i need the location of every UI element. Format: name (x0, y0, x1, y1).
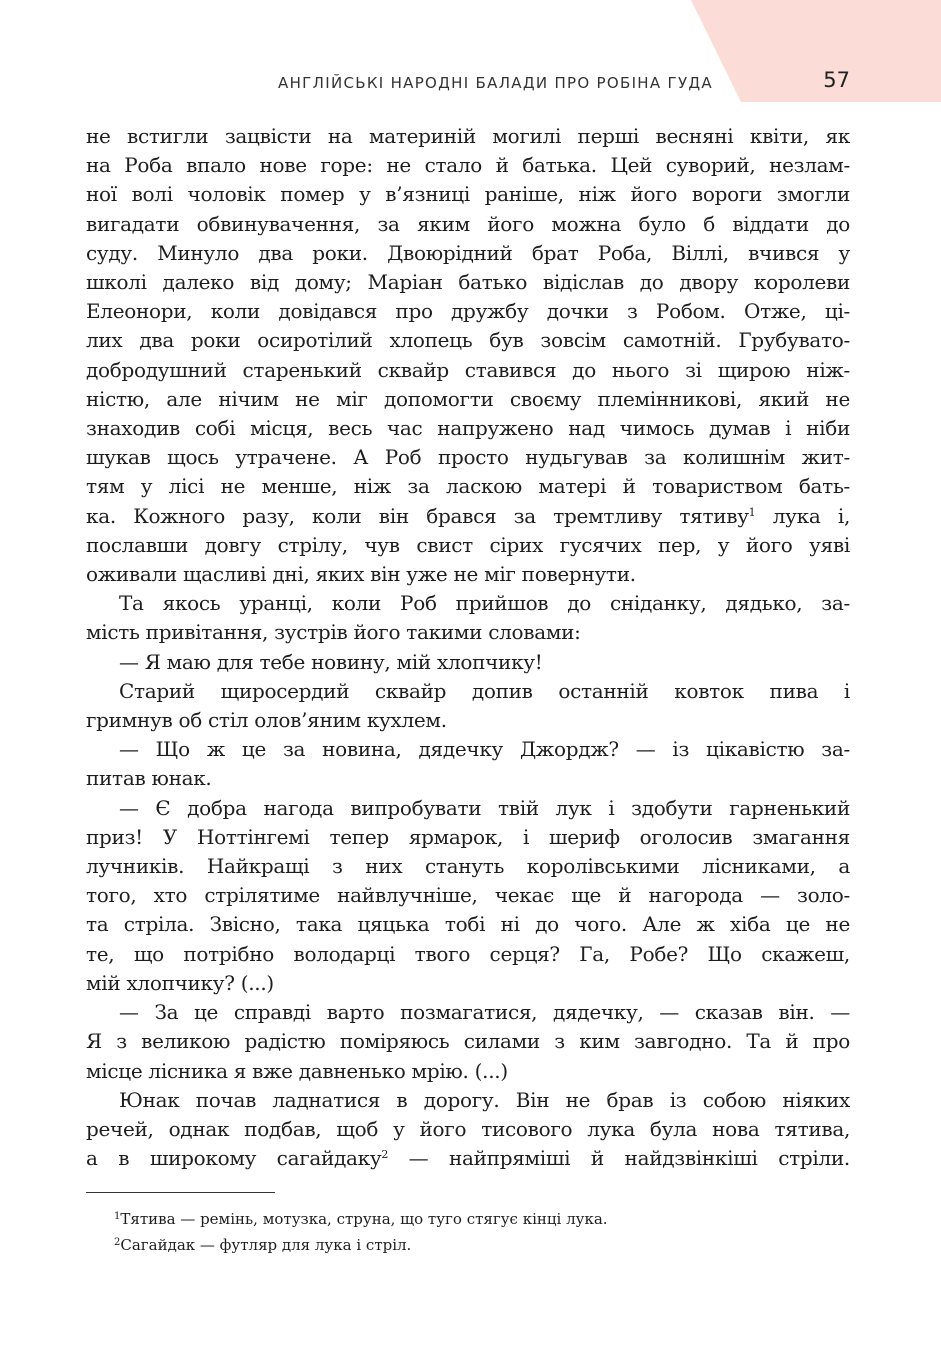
text-line (86, 210, 850, 239)
footnote (114, 1232, 854, 1258)
text-line-continuation: лука і, (755, 503, 850, 528)
text-line-content: лих два роки осиротілий хлопець був зовсім самотній. Грубувато- (86, 328, 850, 353)
text-line (86, 910, 850, 939)
text-line-continuation: — найпряміші й найдзвінкіші стріли. (388, 1146, 850, 1171)
text-line (86, 180, 850, 209)
text-line-content: школі далеко від дому; Маріан батько відіслав до двору королеви (86, 270, 850, 295)
body-text (86, 122, 850, 1173)
text-line-content: — Є добра нагода випробувати твій лук і здобути гарненький (119, 795, 850, 820)
text-line-content: речей, однак подбав, щоб у його тисового лука була нова тятива, (86, 1116, 850, 1141)
text-line (86, 1086, 850, 1115)
text-line-content: того, хто стрілятиме найвлучніше, чекає ще й нагорода — золо- (86, 883, 850, 908)
text-line (86, 764, 850, 793)
footnote-text: Тятива — ремінь, мотузка, струна, що туго стягує кінці лука. (120, 1210, 608, 1228)
text-line-content: мість привітання, зустрів його такими словами: (86, 620, 581, 645)
footnote-mark: 2 (114, 1237, 121, 1248)
text-line-content: суду. Минуло два роки. Двоюрідний брат Роба, Віллі, вчився у (86, 240, 850, 265)
text-line-content: шукав щось утрачене. А Роб просто нудьгував за колишнім жит- (86, 445, 850, 470)
text-line (86, 385, 850, 414)
footnote-separator (86, 1192, 275, 1193)
text-line (86, 1144, 850, 1173)
text-line (86, 122, 850, 151)
footnote-mark: 1 (114, 1211, 121, 1222)
text-line (86, 589, 850, 618)
text-line-content: гримнув об стіл олов’яним кухлем. (86, 708, 447, 733)
text-line-content: те, що потрібно володарці твого серця? Га, Робе? Що скажеш, (86, 941, 850, 966)
text-line-content: оживали щасливі дні, яких він уже не міг повернути. (86, 562, 636, 587)
text-line (86, 268, 850, 297)
text-line-content: Юнак почав ладнатися в дорогу. Він не брав із собою ніяких (119, 1087, 850, 1112)
text-line (86, 414, 850, 443)
text-line (86, 998, 850, 1027)
text-line (86, 1027, 850, 1056)
text-line (86, 472, 850, 501)
text-line-content: Елеонори, коли довідався про дружбу дочки з Робом. Отже, ці- (86, 299, 850, 324)
footnote-reference: 1 (748, 505, 756, 519)
text-line-content: місце лісника я вже давненько мрію. (...) (86, 1058, 508, 1083)
text-line-content: Я з великою радістю поміряюсь силами з ким завгодно. Та й про (86, 1029, 850, 1054)
text-line (86, 151, 850, 180)
text-line-content: на Роба впало нове горе: не стало й батька. Цей суворий, незлам- (86, 153, 850, 178)
page-number: 57 (823, 68, 850, 92)
text-line (86, 823, 850, 852)
text-line-content: добродушний старенький сквайр ставився до нього зі щирою ніж- (86, 357, 850, 382)
footnote-reference: 2 (381, 1148, 389, 1162)
footnotes (114, 1206, 854, 1258)
text-line (86, 881, 850, 910)
text-line-content: вигадати обвинувачення, за яким його можна було б віддати до (86, 211, 850, 236)
text-line-content: знаходив собі місця, весь час напружено над чимось думав і ніби (86, 416, 850, 441)
text-line (86, 239, 850, 268)
text-line-content: Та якось уранці, коли Роб прийшов до сніданку, дядько, за- (119, 591, 850, 616)
footnote-text: Сагайдак — футляр для лука і стріл. (120, 1236, 412, 1254)
text-line (86, 531, 850, 560)
text-line-content: — Що ж це за новина, дядечку Джордж? — із цікавістю за- (119, 737, 850, 762)
text-line (86, 969, 850, 998)
text-line (86, 648, 850, 677)
footnote (114, 1206, 854, 1232)
text-line (86, 852, 850, 881)
running-title: АНГЛІЙСЬКІ НАРОДНІ БАЛАДИ ПРО РОБІНА ГУДА (278, 74, 713, 92)
text-line (86, 1057, 850, 1086)
text-line-content: приз! У Ноттінгемі тепер ярмарок, і шериф оголосив змагання (86, 824, 850, 849)
text-line-content: питав юнак. (86, 766, 212, 791)
text-line-content: лучників. Найкращі з них стануть королівськими лісниками, а (86, 854, 850, 879)
text-line-content: ністю, але нічим не міг допомогти своєму племінникові, який не (86, 386, 850, 411)
text-line-content: мій хлопчику? (...) (86, 970, 274, 995)
text-line (86, 794, 850, 823)
text-line (86, 618, 850, 647)
text-line (86, 297, 850, 326)
text-line-content: а в широкому сагайдаку (86, 1146, 382, 1171)
text-line (86, 443, 850, 472)
text-line-content: та стріла. Звісно, така цяцька тобі ні до чого. Але ж хіба це не (86, 912, 850, 937)
text-line (86, 1115, 850, 1144)
text-line (86, 356, 850, 385)
text-line (86, 735, 850, 764)
text-line-content: не встигли зацвісти на материній могилі перші весняні квіти, як (86, 124, 850, 148)
text-line-content: Старий щиросердий сквайр допив останній ковток пива і (119, 678, 850, 703)
text-line-content: — Я маю для тебе новину, мій хлопчику! (119, 649, 543, 674)
text-line-content: — За це справді варто позмагатися, дядечку, — сказав він. — (119, 1000, 850, 1025)
text-line-content: ка. Кожного разу, коли він брався за тремтливу тятиву (86, 503, 749, 528)
text-line-content: ної волі чоловік помер у в’язниці раніше, ніж його вороги змогли (86, 182, 850, 207)
text-line (86, 940, 850, 969)
text-line (86, 706, 850, 735)
text-line (86, 326, 850, 355)
text-line-content: пославши довгу стрілу, чув свист сірих гусячих пер, у його уяві (86, 532, 850, 557)
text-line-content: тям у лісі не менше, ніж за ласкою матері й товариством бать- (86, 474, 850, 499)
text-line (86, 560, 850, 589)
text-line (86, 677, 850, 706)
text-line (86, 502, 850, 531)
